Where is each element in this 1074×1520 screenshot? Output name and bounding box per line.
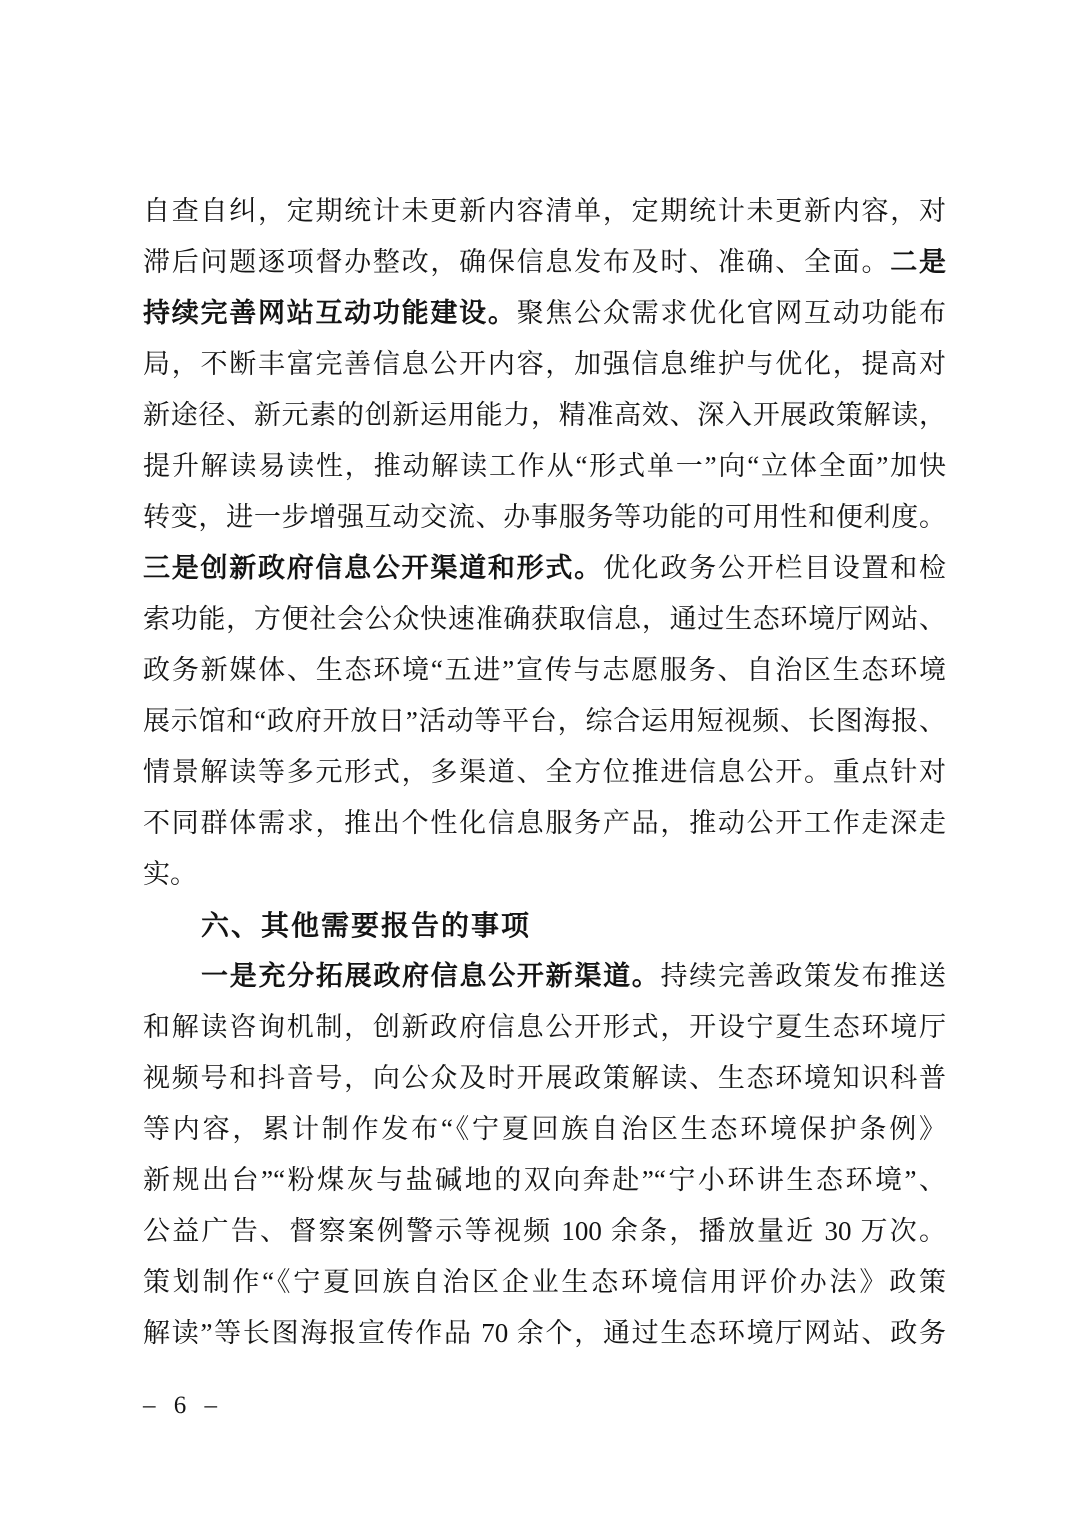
emphasis-text-segment: 持续完善网站互动功能建设。 [143,298,517,328]
text-line [143,1206,946,1257]
text-line [143,1308,946,1359]
page-number: – 6 – [143,1392,223,1419]
text-segment: 策划制作“《宁夏回族自治区企业生态环境信用评价办法》政策 [143,1267,946,1297]
text-segment: 聚焦公众需求优化官网互动功能布 [516,298,946,328]
section-heading [143,900,946,951]
text-segment: 展示馆和“政府开放日”活动等平台，综合运用短视频、长图海报、 [143,706,946,736]
text-segment: 持续完善政策发布推送 [660,961,946,991]
text-line [143,1257,946,1308]
text-segment: 新途径、新元素的创新运用能力，精准高效、深入开展政策解读， [143,400,946,430]
text-segment: 等内容，累计制作发布“《宁夏回族自治区生态环境保护条例》 [143,1114,946,1144]
text-line [143,492,946,543]
text-segment: 索功能，方便社会公众快速准确获取信息，通过生态环境厅网站、 [143,604,946,634]
text-block [143,186,946,1359]
text-line [143,798,946,849]
text-segment: 提升解读易读性，推动解读工作从“形式单一”向“立体全面”加快 [143,451,946,481]
text-line [143,849,946,900]
text-segment: 视频号和抖音号，向公众及时开展政策解读、生态环境知识科普 [143,1063,946,1093]
text-segment: 公益广告、督察案例警示等视频 100 余条，播放量近 30 万次。 [143,1216,946,1246]
text-line [143,594,946,645]
text-line [143,747,946,798]
text-segment: 实。 [143,859,197,889]
text-line [143,390,946,441]
text-line [143,543,946,594]
emphasis-text-segment: 一是充分拓展政府信息公开新渠道。 [201,961,661,991]
text-segment: 转变，进一步增强互动交流、办事服务等功能的可用性和便利度。 [143,502,946,532]
text-segment: 局，不断丰富完善信息公开内容，加强信息维护与优化，提高对 [143,349,946,379]
text-segment: 滞后问题逐项督办整改，确保信息发布及时、准确、全面。 [143,247,891,277]
text-line [143,288,946,339]
text-line [143,1104,946,1155]
text-line [143,441,946,492]
text-segment: 情景解读等多元形式，多渠道、全方位推进信息公开。重点针对 [143,757,946,787]
text-segment: 和解读咨询机制，创新政府信息公开形式，开设宁夏生态环境厅 [143,1012,946,1042]
text-line [143,237,946,288]
text-segment: 不同群体需求，推出个性化信息服务产品，推动公开工作走深走 [143,808,946,838]
text-line [143,645,946,696]
text-segment: 优化政务公开栏目设置和检 [602,553,946,583]
text-segment: 新规出台”“粉煤灰与盐碱地的双向奔赴”“宁小环讲生态环境”、 [143,1165,946,1195]
text-line [143,186,946,237]
text-segment: 解读”等长图海报宣传作品 70 余个，通过生态环境厅网站、政务 [143,1318,946,1348]
text-line [143,1155,946,1206]
text-line [143,696,946,747]
emphasis-text-segment: 六、其他需要报告的事项 [201,910,532,941]
text-segment: 自查自纠，定期统计未更新内容清单，定期统计未更新内容，对 [143,196,946,226]
text-line [143,951,946,1002]
text-line [143,339,946,390]
text-segment: 政务新媒体、生态环境“五进”宣传与志愿服务、自治区生态环境 [143,655,946,685]
emphasis-text-segment: 二是 [890,247,946,277]
emphasis-text-segment: 三是创新政府信息公开渠道和形式。 [143,553,603,583]
text-line [143,1002,946,1053]
text-line [143,1053,946,1104]
